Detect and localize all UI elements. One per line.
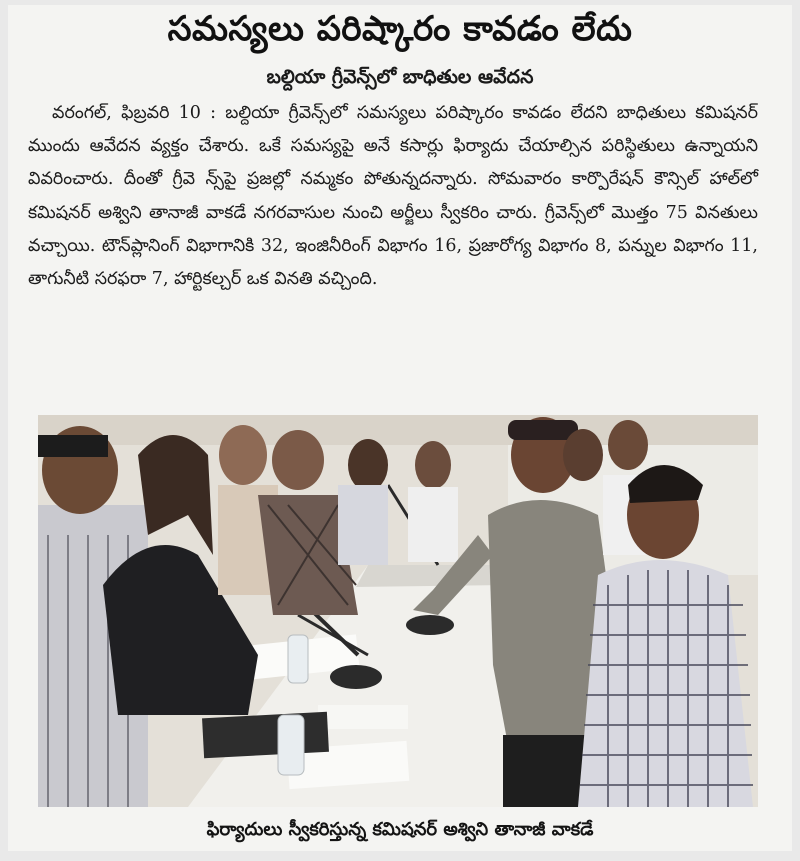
article-paragraph: వరంగల్, ఫిబ్రవరి 10 : బల్దియా గ్రీవెన్స్‌లో సమస్యలు పరిష్కారం కావడం లేదని బాధితులు కమిషనర్ ముందు ఆవేదన వ్యక్తం చేశారు. ఒకే సమస్యపై అనే కసార్లు ఫిర్యాదు చేయాల్సిన పరిస్థితులు ఉన్నాయని వివరించారు. దీంతో గ్రీవె న్స్‌పై ప్రజల్లో నమ్మకం పోతున్నదన్నారు. సోమవారం కార్పొరేషన్ కౌన్సిల్ హాల్‌లో కమిషనర్ అశ్విని తానాజీ వాకడే నగరవాసుల నుంచి అర్జీలు స్వీకరిం చారు. గ్రీవెన్స్‌లో మొత్తం 75 వినతులు వచ్చాయి. టౌన్‌ప్లానింగ్ విభాగానికి 32, ఇంజినీరింగ్ విభాగం 16, ప్రజారోగ్య విభాగం 8, పన్నుల విభాగం 11, తాగునీటి సరఫరా 7, హార్టికల్చర్ ఒక వినతి వచ్చింది. [28,103,758,290]
subheadline: బల్దియా గ్రీవెన్స్‌లో బాధితుల ఆవేదన [266,66,534,88]
newspaper-clipping [8,5,792,851]
photo-caption: ఫిర్యాదులు స్వీకరిస్తున్న కమిషనర్ అశ్విని తానాజీ వాకడే [206,819,594,840]
article-body [28,97,758,296]
news-photo [38,415,758,807]
grievance-meeting-photo [38,415,758,807]
headline: సమస్యలు పరిష్కారం కావడం లేదు [167,9,633,49]
